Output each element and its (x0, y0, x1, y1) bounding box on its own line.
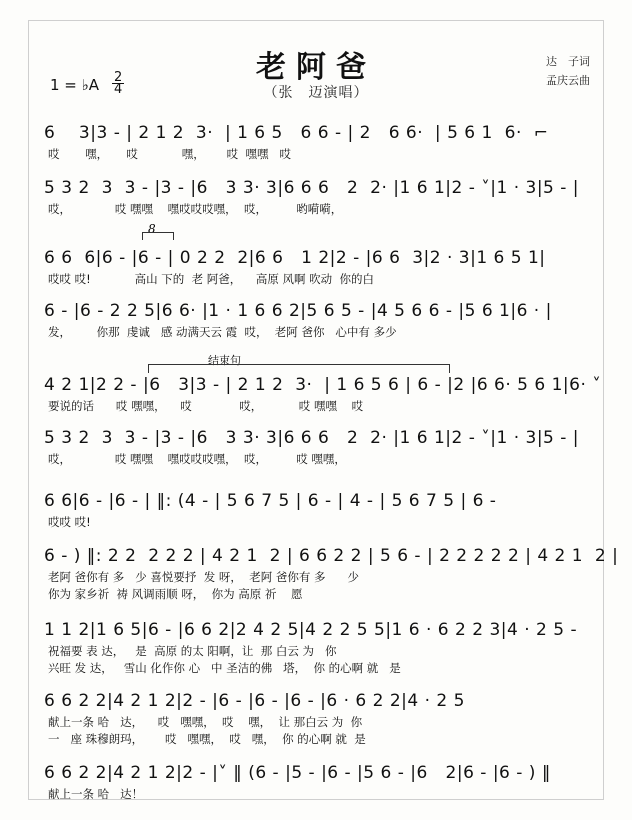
lyric-line-verse1: 祝福要 表 达， 是 高原 的太 阳啊，让 那 白云 为 你 (48, 644, 337, 658)
notation-line: 6 6 2 2|4 2 1 2|2 - |6 - |6 - |6 - |6 · 6 2 2|4 · 2 5 (44, 691, 465, 711)
performer-subtitle: （张 迈演唱） (263, 85, 369, 101)
page-title: 老阿爸 (256, 50, 376, 85)
ending-phrase-label: 结束句 (208, 354, 241, 367)
music-system-2 (44, 175, 592, 218)
lyric-line: 哎哎 哎! 高山 下的 老 阿爸， 高原 风啊 吹动 你的白 (48, 272, 374, 286)
music-system-9 (44, 617, 592, 676)
credit-composer: 孟庆云曲 (546, 74, 590, 87)
music-system-8 (44, 543, 619, 602)
music-system-1 (44, 120, 592, 163)
notation-line: 6 6|6 - |6 - | ‖: (4 - | 5 6 7 5 | 6 - | 4 - | 5 6 7 5 | 6 - (44, 491, 497, 511)
meter-numerator: 2 (114, 70, 123, 85)
music-system-4 (44, 298, 592, 341)
notation-line: 6 3|3 - | 2 1 2 3· | 1 6 5 6 6 - | 2 6 6· | 5 6 1 6· ⌐ (44, 123, 549, 143)
key-signature: 1 = ♭A (50, 76, 99, 94)
notation-line: 6 - |6 - 2 2 5|6 6· |1 · 1 6 6 2|5 6 5 - |4 5 6 6 - |5 6 1|6 · | (44, 301, 552, 321)
notation-line: 4 2 1|2 2 - |6 3|3 - | 2 1 2 3· | 1 6 5 6 | 6 - |2 |6 6· 5 6 1|6· ˅ (44, 375, 602, 395)
notation-line: 5 3 2 3 3 - |3 - |6 3 3· 3|6 6 6 2 2· |1 6 1|2 - ˅|1 · 3|5 - | (44, 178, 580, 198)
lyric-line-verse1: 老阿 爸你有 多 少 喜悦要抒 发 呀， 老阿 爸你有 多 少 (48, 570, 359, 584)
lyric-line-verse2: 你为 家乡祈 祷 风调雨顺 呀， 你为 高原 祈 愿 (48, 587, 303, 601)
music-system-7 (44, 488, 592, 531)
notation-line: 6 6 6|6 - |6 - | 0 2 2 2|6 6 1 2|2 - |6 6 3|2 · 3|1 6 5 1| (44, 248, 546, 268)
lyric-line-verse2: 一 座 珠穆朗玛， 哎 嘿嘿， 哎 嘿， 你 的心啊 就 是 (48, 732, 366, 746)
lyric-line: 哎 嘿， 哎 嘿， 哎 嘿嘿 哎 (48, 147, 291, 161)
music-system-10 (44, 688, 592, 747)
music-system-5 (44, 372, 602, 415)
music-system-3 (44, 245, 592, 288)
notation-line: 1 1 2|1 6 5|6 - |6 6 2|2 4 2 5|4 2 2 5 5|1 6 · 6 2 2 3|4 · 2 5 - (44, 620, 578, 640)
credit-lyricist: 达 子词 (546, 55, 590, 68)
music-system-11 (44, 760, 592, 803)
octave-marker: 8 (148, 222, 156, 236)
credits (546, 52, 590, 90)
octave-bracket (142, 232, 174, 240)
music-system-6 (44, 425, 592, 468)
lyric-line: 哎， 哎 嘿嘿 嘿哎哎哎嘿， 哎， 哎 嘿嘿， (48, 452, 346, 466)
lyric-line: 献上一条 哈 达！ (48, 787, 144, 801)
lyric-line-verse2: 兴旺 发 达， 雪山 化作你 心 中 圣洁的佛 塔， 你 的心啊 就 是 (48, 661, 401, 675)
notation-line: 6 - ) ‖: 2 2 2 2 2 | 4 2 1 2 | 6 6 2 2 | 5 6 - | 2 2 2 2 2 | 4 2 1 2 | (44, 546, 619, 566)
time-signature (112, 72, 124, 95)
lyric-line: 发， 你那 虔诚 感 动满天云 霞 哎， 老阿 爸你 心中有 多少 (48, 325, 397, 339)
notation-line: 5 3 2 3 3 - |3 - |6 3 3· 3|6 6 6 2 2· |1 6 1|2 - ˅|1 · 3|5 - | (44, 428, 580, 448)
lyric-line: 哎， 哎 嘿嘿 嘿哎哎哎嘿， 哎， 哟嗬嗬， (48, 202, 343, 216)
lyric-line: 哎哎 哎! (48, 515, 91, 529)
meter-denominator: 4 (114, 82, 123, 97)
lyric-line: 要说的话 哎 嘿嘿， 哎 哎， 哎 嘿嘿 哎 (48, 399, 364, 413)
notation-line: 6 6 2 2|4 2 1 2|2 - |˅ ‖ (6 - |5 - |6 - |5 6 - |6 2|6 - |6 - ) ‖ (44, 763, 551, 783)
lyric-line-verse1: 献上一条 哈 达， 哎 嘿嘿， 哎 嘿， 让 那白云 为 你 (48, 715, 363, 729)
